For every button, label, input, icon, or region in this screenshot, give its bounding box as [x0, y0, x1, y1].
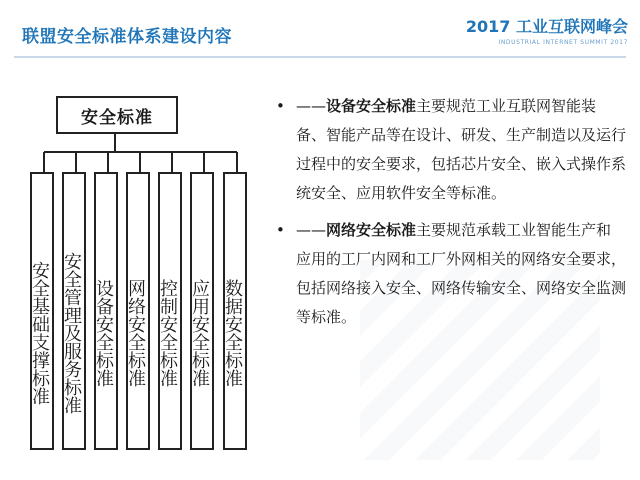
child-node-data: 数据安全标准 [223, 172, 247, 450]
child-node-application: 应用安全标准 [190, 172, 214, 450]
bullet-marker: • [276, 97, 285, 115]
child-node-control: 控制安全标准 [158, 172, 182, 450]
bullet-text: 主要规范工业互联网智能装备、智能产品等在设计、研发、生产制造以及运行过程中的安全要求，包括芯片安全、嵌入式操作系统安全、应用软件安全等标准。 [296, 97, 627, 202]
child-node-network: 网络安全标准 [126, 172, 150, 450]
child-node-device: 设备安全标准 [94, 172, 118, 450]
bullet-term: 网络安全标准 [326, 221, 417, 239]
bullet-item [274, 92, 626, 208]
bullet-list [274, 92, 626, 340]
bullet-item [274, 216, 626, 332]
slide-title: 联盟安全标准体系建设内容 [22, 27, 232, 47]
bullet-dash: —— [296, 97, 326, 115]
child-node-management: 安全管理及服务标准 [62, 172, 86, 450]
bullet-text: 主要规范承载工业智能生产和应用的工厂内网和工厂外网相关的网络安全要求，包括网络接入安全、网络传输安全、网络安全监测等标准。 [296, 221, 627, 326]
summit-brand-title: 2017 工业互联网峰会 [465, 17, 628, 36]
root-node: 安全标准 [56, 96, 178, 134]
child-node-foundation: 安全基础支撑标准 [30, 172, 54, 450]
bullet-term: 设备安全标准 [326, 97, 417, 115]
summit-brand-subtitle: INDUSTRIAL INTERNET SUMMIT 2017 [498, 39, 628, 46]
bullet-marker: • [276, 221, 285, 239]
bullet-dash: —— [296, 221, 326, 239]
